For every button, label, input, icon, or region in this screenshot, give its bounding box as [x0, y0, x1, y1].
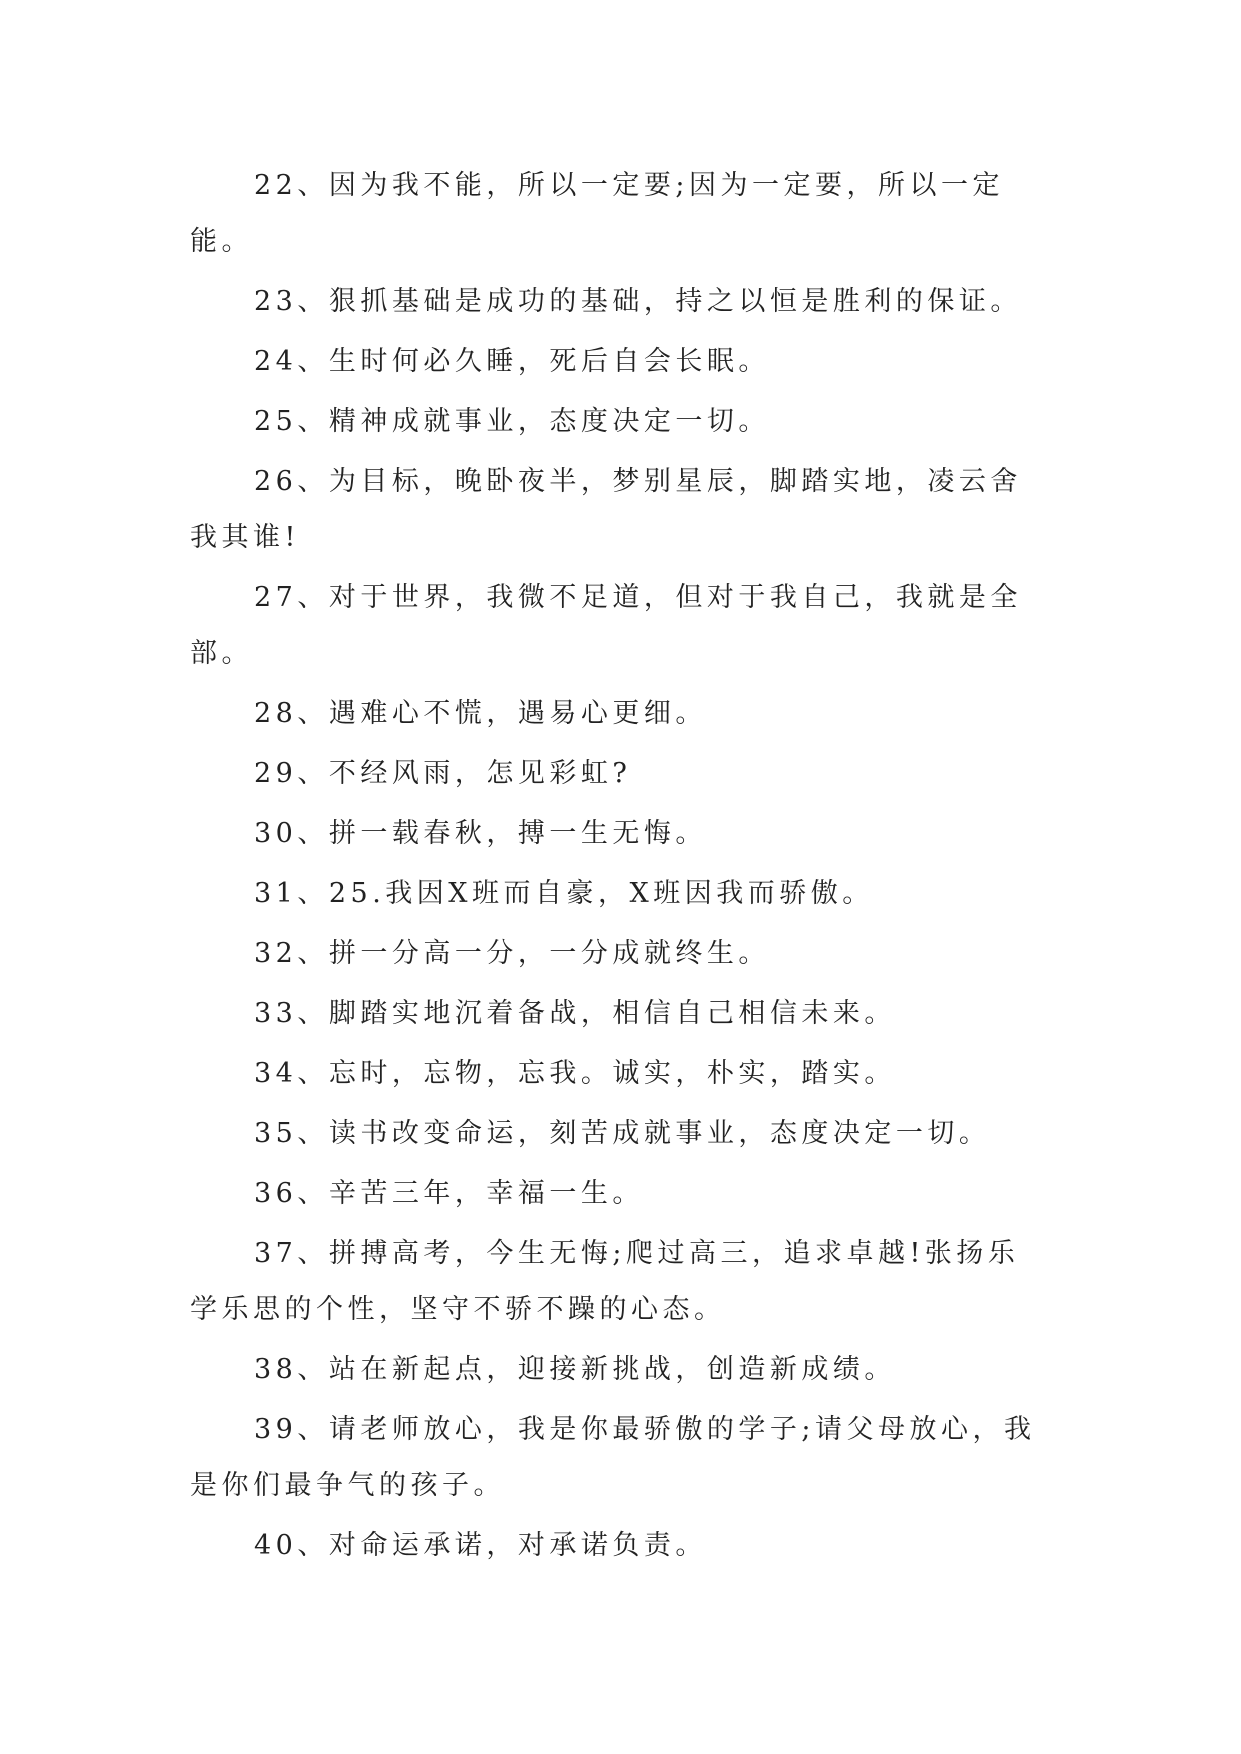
paragraph-24: 24、生时何必久睡，死后自会长眠。	[254, 346, 770, 377]
paragraph-26: 26、为目标，晚卧夜半，梦别星辰，脚踏实地，凌云舍我其谁!	[190, 466, 1022, 553]
paragraph-37: 37、拼搏高考，今生无悔;爬过高三，追求卓越!张扬乐学乐思的个性，坚守不骄不躁的心态。	[190, 1238, 1020, 1325]
paragraph-36: 36、辛苦三年，幸福一生。	[254, 1178, 644, 1209]
paragraph-40: 40、对命运承诺，对承诺负责。	[254, 1530, 707, 1561]
document-body	[190, 158, 1050, 1578]
paragraph-35: 35、读书改变命运，刻苦成就事业，态度决定一切。	[254, 1118, 991, 1149]
paragraph-25: 25、精神成就事业，态度决定一切。	[254, 406, 770, 437]
paragraph-38: 38、站在新起点，迎接新挑战，创造新成绩。	[254, 1354, 896, 1385]
paragraph-30: 30、拼一载春秋，搏一生无悔。	[254, 818, 707, 849]
paragraph-34: 34、忘时，忘物，忘我。诚实，朴实，踏实。	[254, 1058, 896, 1089]
paragraph-22: 22、因为我不能，所以一定要;因为一定要，所以一定能。	[190, 170, 1004, 257]
paragraph-33: 33、脚踏实地沉着备战，相信自己相信未来。	[254, 998, 896, 1029]
paragraph-23: 23、狠抓基础是成功的基础，持之以恒是胜利的保证。	[254, 286, 1022, 317]
paragraph-28: 28、遇难心不慌，遇易心更细。	[254, 698, 707, 729]
paragraph-29: 29、不经风雨，怎见彩虹?	[254, 758, 632, 789]
paragraph-27: 27、对于世界，我微不足道，但对于我自己，我就是全部。	[190, 582, 1022, 669]
paragraph-32: 32、拼一分高一分，一分成就终生。	[254, 938, 770, 969]
paragraph-39: 39、请老师放心，我是你最骄傲的学子;请父母放心，我是你们最争气的孩子。	[190, 1414, 1036, 1501]
paragraph-31: 31、25.我因X班而自豪，X班因我而骄傲。	[254, 878, 874, 909]
